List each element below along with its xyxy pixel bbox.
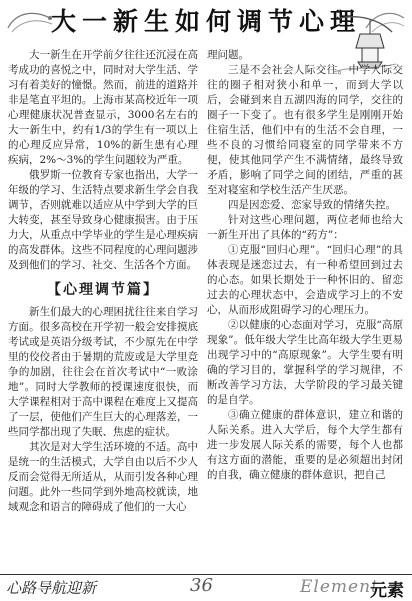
footer-element-label: Element	[300, 577, 379, 597]
paragraph: ①克服“回归心理”。“回归心理”的具体表现是迷恋过去，有一种希望回到过去的心态。如果长期处于一种怀旧的、留恋过去的心理状态中，会造成学习上的不安心，从而形成阻碍学习的心理压力。	[207, 244, 403, 316]
page-footer	[0, 575, 412, 600]
paragraph: 俄罗斯一位教育专家也指出，大学一年级的学习、生活特点要求新生学会自我调节，否则就难以适应从中学到大学的巨大转变，甚至导致身心健康损害。由于压力大，从重点中学毕业的学生是心理疾病的高发群体。这些不同程度的心理问题涉及到他们的学习、社交、生活各个方面。	[8, 169, 198, 271]
footer-element-cn-label: 元素	[370, 581, 404, 601]
paragraph: ②以健康的心态面对学习，克服“高原现象”。低年级大学生比高年级大学生更易出现学习中的“高原现象”。大学生要有明确的学习目的，掌握科学的学习规律，不断改善学习方法，大学阶段的学习最关键的是自学。	[207, 319, 403, 406]
page-number: 36	[190, 575, 213, 596]
paragraph: 新生们最大的心理困扰往往来自学习方面。很多高校在开学初一般会安排摸底考试或是英语分级考试，不少原先在中学里的佼佼者由于暑期的荒废或是大学里竞争的加剧，往往会在首次考试中“一败涂地”。同时大学教师的授课速度很快，而大学课程相对于高中课程在难度上又提高了一层，使他们产生巨大的心理落差，一些同学都出现了失眠、焦虑的症状。	[8, 306, 198, 438]
left-column	[8, 48, 198, 515]
paragraph: 三是不会社会人际交往。中学人际交往的圈子相对狭小和单一，而到大学以后，会碰到来自五湖四海的同学，交往的圈子一下变了。也有很多学生是刚刚开始住宿生活，他们中有的生活不会自理，一些不良的习惯给同寝室的同学带来不方便，使其他同学产生不满情绪，最终导致矛盾，影响了同学之间的团结，严重的甚至对寝室和学校生活产生厌恶。	[207, 64, 403, 196]
paragraph: 四是因恋爱、恋家导致的情绪失控。	[228, 199, 396, 211]
paragraph: ③确立健康的群体意识，建立和谐的人际关系。进入大学后，每个大学生都有进一步发展人际关系的需要，每个人也都有这方面的潜能，重要的是必须超出封闭的自我，确立健康的群体意识，把自己	[207, 409, 403, 481]
paragraph: 针对这些心理问题，两位老师也给大一新生开出了具体的“药方”：	[207, 214, 403, 241]
footer-section-name: 心路导航迎新	[6, 579, 97, 597]
paragraph: 其次是对大学生活环境的不适。高中是统一的生活模式，大学自由以后不少人反而会觉得无所适从，从而引发各种心理问题。此外一些同学到外地高校就读，地域观念和语言的障碍成了他们的一大心	[8, 441, 198, 513]
right-column	[207, 48, 403, 483]
paragraph: 理问题。	[207, 49, 249, 61]
paragraph: 大一新生在开学前夕往往还沉浸在高考成功的喜悦之中，同时对大学生活、学习有着美好的憧憬。然而，前进的道路并非是笔直平坦的。上海市某高校近年一项心理健康状况普查显示，3000名左右的大一新生中，约有1/3的学生有一项以上的心理反应异常，10%的新生患有心理疾病，2%～3%的学生问题较为严重。	[8, 49, 198, 166]
section-heading: 【心理调节篇】	[47, 282, 159, 298]
article-title: 大一新生如何调节心理	[50, 7, 361, 36]
